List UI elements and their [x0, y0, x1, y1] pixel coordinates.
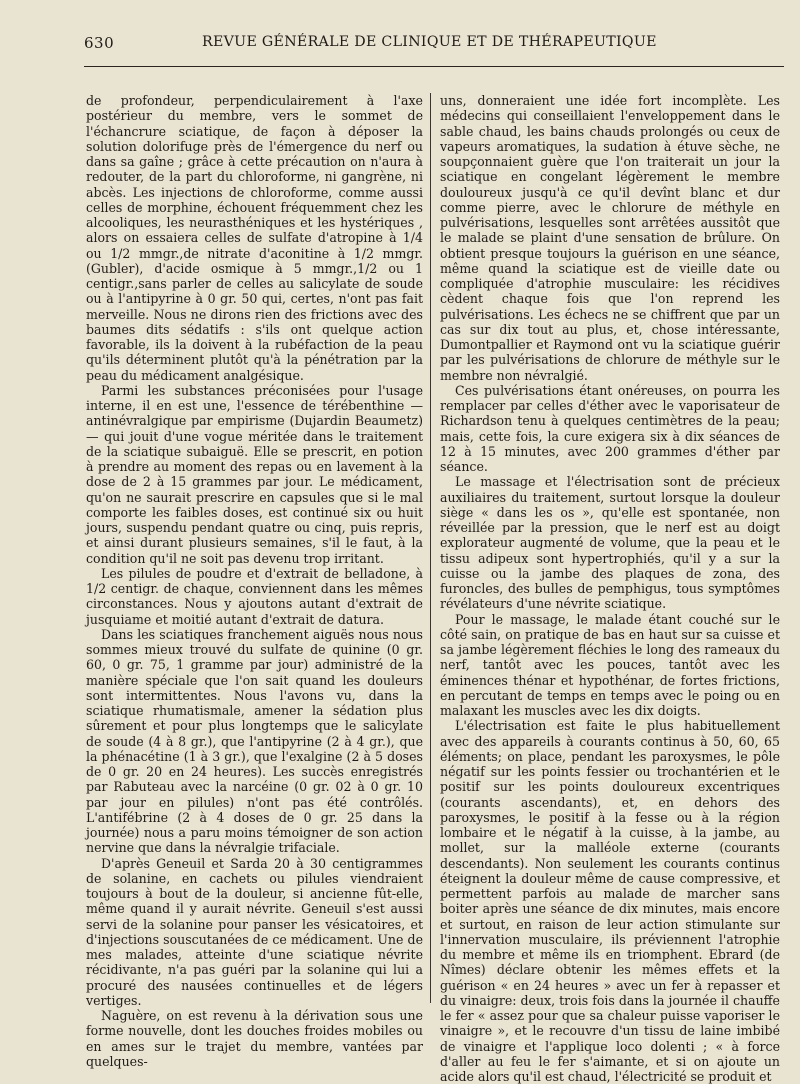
paragraph: de profondeur, perpendiculairement à l'axe postérieur du membre, vers le sommet de l'échancrure sciatique, de façon à déposer la solution dolorifuge près de l'émergence du nerf ou dans sa gaîne ; grâce à cette précaution on n'aura à redouter, de la part du chloroforme, ni gangrène, ni abcès. Les injections de chloroforme, comme aussi celles de morphine, échouent fréquemment chez les alcooliques, les neurasthéniques et les hystériques , alors on essaiera celles de sulfate d'atropine à 1/4 ou 1/2 mmgr.,de nitrate d'aconitine à 1/2 mmgr. (Gubler), d'acide osmique à 5 mmgr.,1/2 ou 1 centigr.,sans parler de celles au salicylate de soude ou à l'antipyrine à 0 gr. 50 qui, certes, n'ont pas fait merveille. Nous ne dirons rien des frictions avec des baumes dits sédatifs : s'ils ont quelque action favorable, ils la doivent à la rubéfaction de la peau qu'ils déterminent plutôt qu'à la pénétration par la peau du médicament analgésique. — [86, 93, 423, 383]
paragraph: uns, donneraient une idée fort incomplète. Les médecins qui conseillaient l'enveloppement dans le sable chaud, les bains chauds prolongés ou ceux de vapeurs aromatiques, la sudation à étuve sèche, ne soupçonnaient guère que l'on traiterait un jour la sciatique en congelant légèrement le membre douloureux jusqu'à ce qu'il devînt blanc et dur comme pierre, avec le chlorure de méthyle en pulvérisations, lesquelles sont arrêtées aussitôt que le malade se plaint d'une sensation de brûlure. On obtient presque toujours la guérison en une séance, même quand la sciatique est de vieille date ou compliquée d'atrophie musculaire: les récidives cèdent chaque fois que l'on reprend les pulvérisations. Les échecs ne se chiffrent que par un cas sur dix tout au plus, et, chose intéressante, Dumontpallier et Raymond ont vu la sciatique guérir par les pulvérisations de chlorure de méthyle sur le membre non névralgié. — [440, 93, 780, 383]
paragraph: Les pilules de poudre et d'extrait de belladone, à 1/2 centigr. de chaque, conviennent dans les mêmes circonstances. Nous y ajoutons autant d'extrait de jusquiame et moitié autant d'extrait de datura. — [86, 565, 423, 627]
paragraph: Naguère, on est revenu à la dérivation sous une forme nouvelle, dont les douches froides mobiles ou en ames sur le trajet du membre, vantées par quelques- — [86, 1008, 423, 1069]
right-column — [440, 93, 780, 1084]
paragraph: Dans les sciatiques franchement aiguës nous nous sommes mieux trouvé du sulfate de quinine (0 gr. 60, 0 gr. 75, 1 gramme par jour) administré de la manière spéciale que l'on sait quand les douleurs sont intermittentes. Nous l'avons vu, dans la sciatique rhumatismale, amener la sédation plus sûrement et pour plus longtemps que le salicylate de soude (4 à 8 gr.), que l'antipyrine (2 à 4 gr.), que la phénacétine (1 à 3 gr.), que l'exalgine (2 à 5 doses de 0 gr. 20 en 24 heures). Les succès enregistrés par Rabuteau avec la narcéine (0 gr. 02 à 0 gr. 10 par jour en pilules) n'ont pas été contrôlés. L'antifébrine (2 à 4 doses de 0 gr. 25 dans la journée) nous a paru moins témoigner de son action nervine que dans la névralgie trifaciale. — [86, 626, 423, 856]
paragraph: L'électrisation est faite le plus habituellement avec des appareils à courants continus à 50, 60, 65 éléments; on place, pendant les paroxysmes, le pôle négatif sur les points fessier ou trochantérien et le positif sur les points douloureux excentriques (courants ascendants), et, en dehors des paroxysmes, le positif à la fesse ou à la région lombaire et le négatif à la cuisse, à la jambe, au mollet, sur la malléole externe (courants descendants). Non seulement les courants continus éteignent la douleur même de cause compressive, et permettent parfois au malade de marcher sans boiter après une séance de dix minutes, mais encore et surtout, en raison de leur action stimulante sur l'innervation musculaire, ils préviennent l'atrophie du membre et même ils en triomphent. Ebrard (de Nîmes) déclare obtenir les mêmes effets et la guérison « en 24 heures » avec un fer à repasser et du vinaigre: deux, trois fois dans la journée il chauffe le fer « assez pour que sa chaleur puisse vaporiser le vinaigre », et le recouvre d'un tissu de laine imbibé de vinaigre et l'applique loco dolenti ; « à force d'aller au feu le fer s'aimante, et si on ajoute un acide alors qu'il est chaud, l'électricité se produit et — [440, 718, 780, 1084]
paragraph: Le massage et l'électrisation sont de précieux auxiliaires du traitement, surtout lorsque la douleur siège « dans les os », qu'elle est spontanée, non réveillée par la pression, que le nerf est au doigt explorateur augmenté de volume, que la peau et le tissu adipeux sont hypertrophiés, qu'il y a sur la cuisse ou la jambe des plaques de zona, des furoncles, des bulles de pemphigus, tous symptômes révélateurs d'une névrite sciatique. — [440, 474, 780, 612]
paragraph: D'après Geneuil et Sarda 20 à 30 centigrammes de solanine, en cachets ou pilules viendraient toujours à bout de la douleur, si ancienne fût-elle, même quand il y aurait névrite. Geneuil s'est aussi servi de la solanine pour panser les vésicatoires, et d'injections souscutanées de ce médicament. Une de mes malades, atteinte d'une sciatique névrite récidivante, n'a pas guéri par la solanine qui lui a procuré des nausées continuelles et de légers vertiges. — [86, 855, 423, 1008]
paragraph: Pour le massage, le malade étant couché sur le côté sain, on pratique de bas en haut sur sa cuisse et sa jambe légèrement fléchies le long des rameaux du nerf, tantôt avec les pouces, tantôt avec les éminences thénar et hypothénar, de fortes frictions, en percutant de temps en temps avec le poing ou en malaxant les muscles avec les dix doigts. — [440, 611, 780, 718]
page-number: 630 — [84, 34, 115, 52]
paragraph: Ces pulvérisations étant onéreuses, on pourra les remplacer par celles d'éther avec le vaporisateur de Richardson tenu à quelques centimètres de la peau; mais, cette fois, la cure exigera six à dix séances de 12 à 15 minutes, avec 200 grammes d'éther par séance. — [440, 382, 780, 474]
page-header — [84, 34, 784, 58]
header-rule — [84, 66, 784, 67]
left-column — [86, 93, 423, 1069]
column-divider — [430, 93, 431, 1003]
paragraph: Parmi les substances préconisées pour l'usage interne, il en est une, l'essence de térébenthine — antinévralgique par empirisme (Dujardin Beaumetz) — qui jouit d'une vogue méritée dans le traitement de la sciatique subaiguë. Elle se prescrit, en potion à prendre au moment des repas ou en lavement à la dose de 2 à 15 grammes par jour. Le médicament, qu'on ne saurait prescrire en capsules que si le mal comporte les faibles doses, est continué six ou huit jours, suspendu pendant quatre ou cinq, puis repris, et ainsi durant plusieurs semaines, s'il le faut, à la condition qu'il ne soit pas devenu trop irritant. — [86, 382, 423, 566]
running-title: REVUE GÉNÉRALE DE CLINIQUE ET DE THÉRAPEUTIQUE — [202, 34, 657, 50]
